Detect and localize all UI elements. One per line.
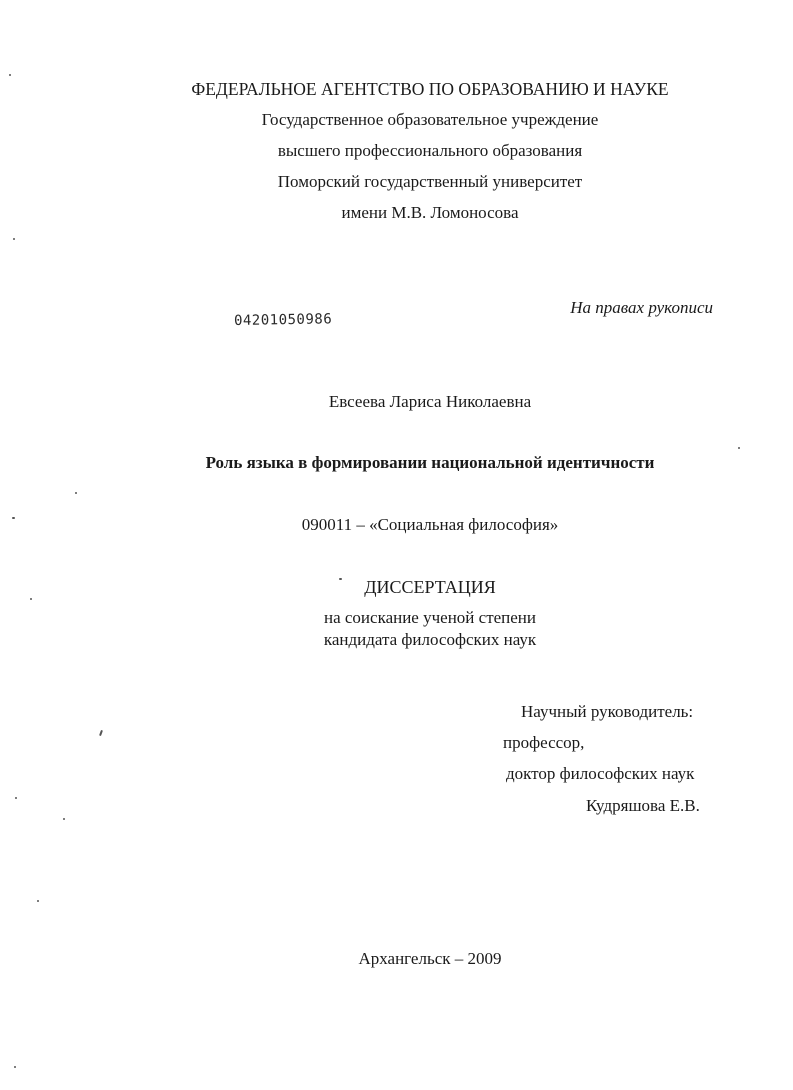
degree-line-1: на соискание ученой степени xyxy=(323,608,537,627)
manuscript-note: На правах рукописи xyxy=(570,298,713,317)
scan-speck xyxy=(339,578,342,580)
scan-speck xyxy=(14,1066,16,1068)
dissertation-title: Роль языка в формировании национальной идентичности xyxy=(205,453,655,472)
document-type: ДИССЕРТАЦИЯ xyxy=(364,577,496,597)
university-named-after: имени М.В. Ломоносова xyxy=(341,203,519,222)
scan-speck xyxy=(99,730,103,736)
scan-speck xyxy=(738,447,740,449)
university-name: Поморский государственный университет xyxy=(277,172,583,191)
specialty-code: 090011 – «Социальная философия» xyxy=(301,515,559,534)
scan-speck xyxy=(63,818,65,820)
author-name: Евсеева Лариса Николаевна xyxy=(328,392,532,411)
scan-speck xyxy=(13,238,15,240)
agency-name: ФЕДЕРАЛЬНОЕ АГЕНТСТВО ПО ОБРАЗОВАНИЮ И НАУКЕ xyxy=(191,79,669,99)
scan-speck xyxy=(37,900,39,902)
catalog-number-stamp: 04201050986 xyxy=(233,311,333,329)
scan-speck xyxy=(75,492,77,494)
scan-speck xyxy=(15,797,17,799)
supervisor-rank: профессор, xyxy=(503,733,585,752)
institution-level: высшего профессионального образования xyxy=(277,141,583,160)
institution-type: Государственное образовательное учреждение xyxy=(261,110,599,129)
scan-speck xyxy=(30,598,32,600)
supervisor-name: Кудряшова Е.В. xyxy=(586,796,700,815)
supervisor-label: Научный руководитель: xyxy=(521,702,694,721)
scan-speck xyxy=(9,74,11,76)
scan-speck xyxy=(12,517,15,519)
degree-line-2: кандидата философских наук xyxy=(323,630,537,649)
city-year: Архангельск – 2009 xyxy=(358,949,502,968)
supervisor-degree: доктор философских наук xyxy=(506,764,695,783)
